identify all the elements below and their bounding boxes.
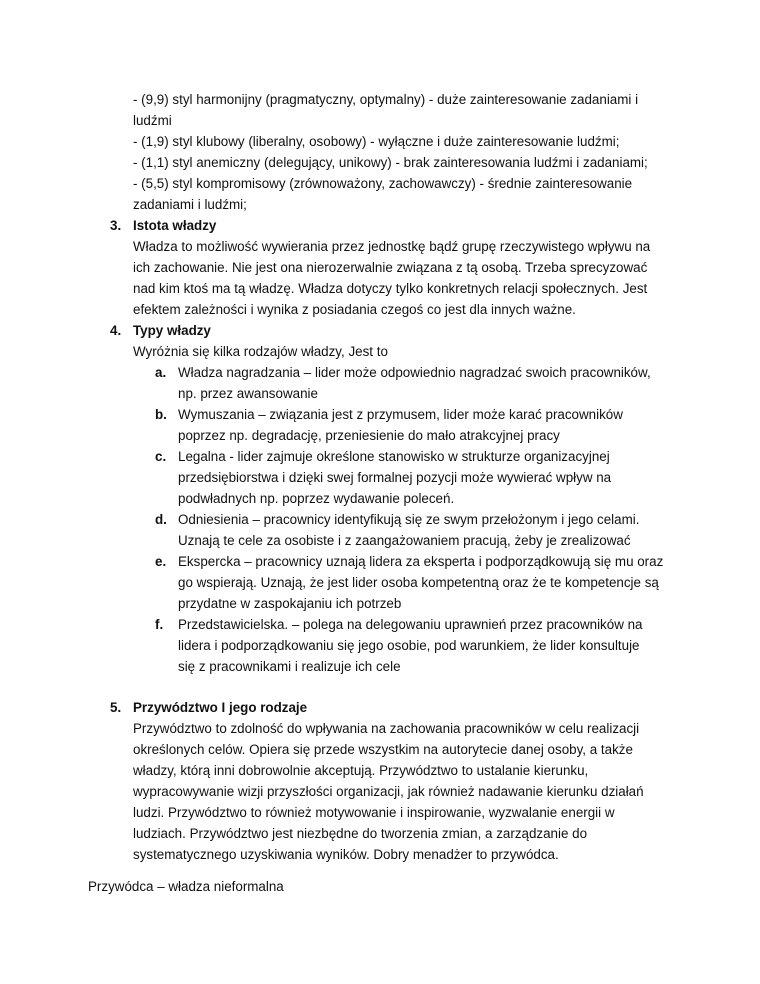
intro-line-6: zadaniami i ludźmi;	[133, 197, 247, 212]
section-5-line-6: ludziach. Przywództwo jest niezbędne do tworzenia zmian, a zarządzanie do	[133, 826, 588, 841]
section-3-heading: Istota władzy	[133, 218, 217, 233]
item-d-line-1: Odniesienia – pracownicy identyfikują się ze swym przełożonym i jego celami.	[178, 512, 640, 527]
section-5-line-2: określonych celów. Opiera się przede wszystkim na autorytecie danej osoby, a także	[133, 742, 633, 757]
item-c-line-3: podwładnych np. poprzez wydawanie poleceń.	[178, 491, 455, 506]
item-e-letter: e.	[155, 554, 167, 569]
item-d-line-2: Uznają te cele za osobiste i z zaangażowaniem pracują, żeby je zrealizować	[178, 533, 631, 548]
item-c-line-2: przedsiębiorstwa i dzięki swej formalnej pozycji może wywierać wpływ na	[178, 470, 612, 485]
item-c-letter: c.	[155, 449, 167, 464]
section-5-number: 5.	[110, 700, 122, 715]
item-c-line-1: Legalna - lider zajmuje określone stanowisko w strukturze organizacyjnej	[178, 449, 610, 464]
section-5-line-7: systematycznego uzyskiwania wyników. Dobry menadżer to przywódca.	[133, 847, 559, 862]
intro-line-4: - (1,1) styl anemiczny (delegujący, unikowy) - brak zainteresowania ludźmi i zadaniami;	[133, 155, 648, 170]
footer-note: Przywódca – władza nieformalna	[88, 879, 284, 894]
section-3-line-1: Władza to możliwość wywierania przez jednostkę bądź grupę rzeczywistego wpływu na	[133, 239, 651, 254]
section-4-heading: Typy władzy	[133, 323, 211, 338]
intro-line-1: - (9,9) styl harmonijny (pragmatyczny, optymalny) - duże zainteresowanie zadaniami i	[133, 92, 639, 107]
item-a-line-1: Władza nagradzania – lider może odpowiednio nagradzać swoich pracowników,	[178, 365, 651, 380]
item-e-line-1: Ekspercka – pracownicy uznają lidera za eksperta i podporządkowują się mu oraz	[178, 554, 664, 569]
item-a-line-2: np. przez awansowanie	[178, 386, 318, 401]
item-f-line-2: lidera i podporządkowaniu się jego osobie, pod warunkiem, że lider konsultuje	[178, 638, 640, 653]
section-5-line-5: ludzi. Przywództwo to również motywowanie i inspirowanie, wyzwalanie energii w	[133, 805, 615, 820]
item-b-line-2: poprzez np. degradację, przeniesienie do mało atrakcyjnej pracy	[178, 428, 560, 443]
section-3-line-2: ich zachowanie. Nie jest ona nierozerwalnie związana z tą osobą. Trzeba sprecyzować	[133, 260, 648, 275]
item-b-line-1: Wymuszania – związania jest z przymusem, lider może karać pracowników	[178, 407, 623, 422]
item-a-letter: a.	[155, 365, 167, 380]
section-5-line-4: wypracowywanie wizji przyszłości organizacji, jak również nadawanie kierunku działań	[133, 784, 644, 799]
section-4-intro: Wyróżnia się kilka rodzajów władzy, Jest to	[133, 344, 388, 359]
section-3-line-4: efektem zależności i wynika z posiadania czegoś co jest dla innych ważne.	[133, 302, 576, 317]
intro-line-2: ludźmi	[133, 113, 172, 128]
section-4-number: 4.	[110, 323, 122, 338]
section-5-line-1: Przywództwo to zdolność do wpływania na zachowania pracowników w celu realizacji	[133, 721, 640, 736]
item-f-line-1: Przedstawicielska. – polega na delegowaniu uprawnień przez pracowników na	[178, 617, 643, 632]
item-b-letter: b.	[155, 407, 167, 422]
item-d-letter: d.	[155, 512, 167, 527]
intro-line-3: - (1,9) styl klubowy (liberalny, osobowy) - wyłączne i duże zainteresowanie ludźmi;	[133, 134, 620, 149]
item-e-line-2: go wspierają. Uznają, że jest lider osoba kompetentną oraz że te kompetencje są	[178, 575, 659, 590]
intro-line-5: - (5,5) styl kompromisowy (zrównoważony, zachowawczy) - średnie zainteresowanie	[133, 176, 633, 191]
section-5-line-3: władzy, którą inni dobrowolnie akceptują. Przywództwo to ustalanie kierunku,	[133, 763, 589, 778]
item-f-letter: f.	[155, 617, 164, 632]
section-3-number: 3.	[110, 218, 122, 233]
section-3-line-3: nad kim ktoś ma tą władzę. Władza dotyczy tylko konkretnych relacji społecznych. Jest	[133, 281, 648, 296]
item-e-line-3: przydatne w zaspokajaniu ich potrzeb	[178, 596, 402, 611]
section-5-heading: Przywództwo I jego rodzaje	[133, 700, 308, 715]
item-f-line-3: się z pracownikami i realizuje ich cele	[178, 659, 401, 674]
